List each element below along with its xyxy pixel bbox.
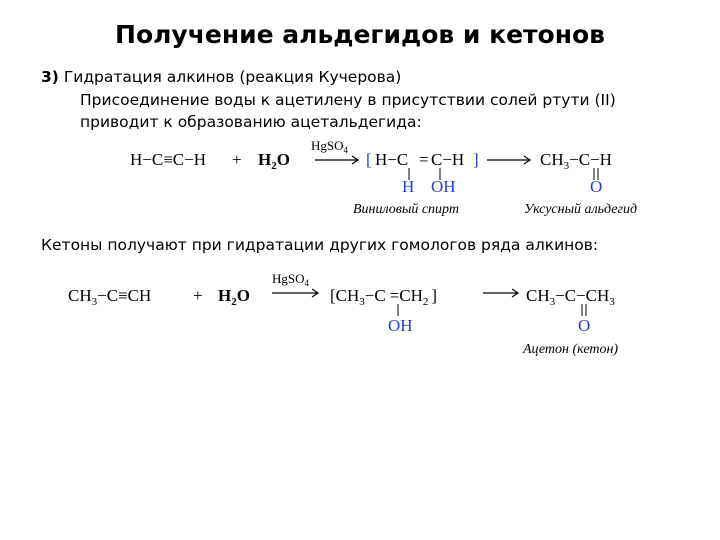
double-bond: = (419, 150, 429, 169)
equation-1 (130, 138, 637, 217)
text-line-3: Кетоны получают при гидратации других гомологов ряда алкинов: (41, 236, 599, 254)
intermediate-right: C−H (431, 150, 465, 169)
catalyst-label: HgSO$_4$ (272, 271, 310, 288)
bracket-close: ] (473, 150, 479, 169)
product-acetaldehyde: $CH_3-C-H$ (540, 150, 612, 172)
water-formula: $H_2O$ (218, 286, 250, 308)
intermediate-oh: OH (388, 316, 413, 335)
slide-title: Получение альдегидов и кетонов (115, 20, 605, 49)
intermediate-enol: [$CH_3-C =CH_2$ ] (330, 286, 438, 308)
reactant-acetylene: H−C≡C−H (130, 150, 206, 169)
text-line-2: приводит к образованию ацетальдегида: (80, 113, 422, 131)
label-vinyl-alcohol: Виниловый спирт (353, 202, 459, 217)
equation-2 (68, 271, 618, 357)
intermediate-h: H (402, 177, 415, 196)
plus-sign: + (232, 150, 242, 169)
intermediate-oh: OH (431, 177, 456, 196)
catalyst-label: HgSO$_4$ (311, 138, 349, 155)
plus-sign: + (193, 286, 203, 305)
bracket-open: [ (366, 150, 372, 169)
reactant-propyne: $CH_3-C\equiv CH$ (68, 286, 152, 308)
section-title: Гидратация алкинов (реакция Кучерова) (63, 68, 402, 86)
label-acetone: Ацетон (кетон) (523, 342, 619, 357)
water-formula: $H_2O$ (258, 150, 290, 172)
intermediate-left: H−C (375, 150, 409, 169)
product-acetone: $CH_3-C-CH_3$ (526, 286, 615, 308)
product-oxygen: O (578, 316, 591, 335)
label-acetaldehyde: Уксусный альдегид (524, 202, 638, 217)
section-number: 3) (41, 68, 59, 86)
product-oxygen: O (590, 177, 603, 196)
text-line-1: Присоединение воды к ацетилену в присутствии солей ртути (II) (80, 91, 616, 109)
